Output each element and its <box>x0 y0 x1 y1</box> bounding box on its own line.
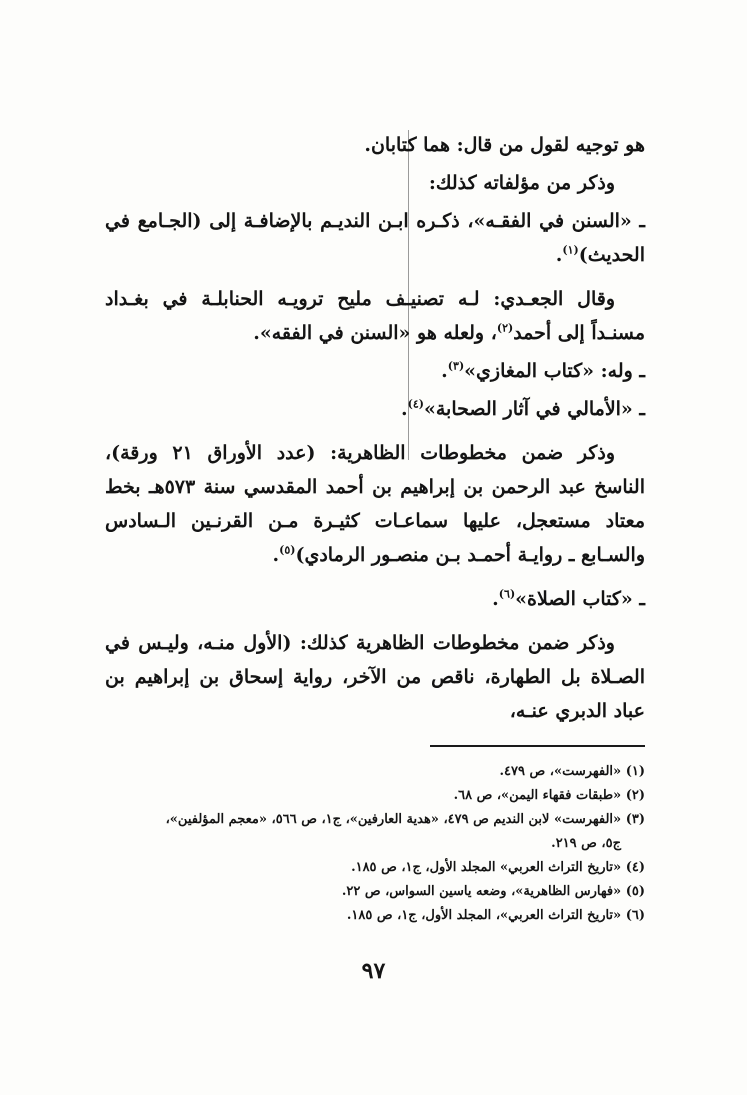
footnote-4: (٤) «تاريخ التراث العربي» المجلد الأول، ج١، ص ١٨٥. <box>351 860 645 875</box>
paragraph-7-text: وذكر ضمن مخطوطات الظاهرية: (عدد الأوراق ٢١ ورقة)، الناسخ عبد الرحمن بن إبراهيم بن أحمد المقدسي سنة ٥٧٣هـ بخط معتاد مستعجل، عليها سماعـات كثيـرة مـن القرنـين الـسادس والسـابع ـ روايـة أحمـد بـن منصـور الرمادي) <box>105 442 645 566</box>
paragraph-8: ـ «كتاب الصلاة»$^{(٦)}$. <box>492 587 645 610</box>
paragraph-4-text-b: ، ولعله هو «السنن في الفقه». <box>253 322 497 344</box>
paragraph-8-text: ـ «كتاب الصلاة» <box>515 588 645 610</box>
footnote-ref-5: (٥) <box>279 543 296 557</box>
footnotes <box>105 760 645 928</box>
paragraph-5: ـ وله: «كتاب المغازي»$^{(٣)}$. <box>441 359 645 382</box>
paragraph-2: وذكر من مؤلفاته كذلك: <box>428 172 615 194</box>
paragraph-1: هو توجيه لقول من قال: هما كتابان. <box>364 134 645 156</box>
footnote-6: (٦) «تاريخ التراث العربي»، المجلد الأول، ج١، ص ١٨٥. <box>346 908 645 923</box>
footnote-separator <box>430 745 645 747</box>
paragraph-9: وذكر ضمن مخطوطات الظاهرية كذلك: (الأول منـه، وليـس في الصـلاة بل الطهارة، ناقص من الآخر، رواية إسحاق بن إبراهيم بن عباد الدبري عنـه، <box>105 632 645 722</box>
footnote-1: (١) «الفهرست»، ص ٤٧٩. <box>499 764 645 779</box>
paragraph-3: ـ «السنن في الفقـه»، ذكـره ابـن النديـم بالإضافـة إلى (الجـامع في الحديث)$^{(١)}$. <box>105 210 645 266</box>
footnote-3-continued: ج٥، ص ٢١٩. <box>551 836 621 851</box>
paragraph-3-text: ـ «السنن في الفقـه»، ذكـره ابـن النديـم بالإضافـة إلى (الجـامع في الحديث) <box>105 210 645 266</box>
footnote-ref-3: (٣) <box>447 359 465 373</box>
paragraph-4 <box>105 282 645 350</box>
footnote-ref-6: (٦) <box>498 587 516 601</box>
paragraph-7: وذكر ضمن مخطوطات الظاهرية: (عدد الأوراق ٢١ ورقة)، الناسخ عبد الرحمن بن إبراهيم بن أحمد المقدسي سنة ٥٧٣هـ بخط معتاد مستعجل، عليها سماعـات كثيـرة مـن القرنـين الـسادس والسـابع ـ روايـة أحمـد بـن منصـور الرمادي)$^{(٥)}$. <box>105 442 645 566</box>
paragraph-6-text: ـ «الأمالي في آثار الصحابة» <box>423 398 645 420</box>
paragraph-6: ـ «الأمالي في آثار الصحابة»$^{(٤)}$. <box>401 397 645 420</box>
page-number: ٩٧ <box>361 958 386 984</box>
paragraph-4-text-a: وقال الجعـدي: لـه تصنيـف مليح ترويـه الحنابلـة في بغـداد مسنـداً إلى أحمد <box>105 288 645 344</box>
footnote-ref-2: (٢) <box>496 321 514 335</box>
footnote-ref-1: (١) <box>562 243 579 257</box>
footnote-ref-4: (٤) <box>407 397 424 411</box>
main-text <box>105 128 645 738</box>
footnote-2: (٢) «طبقات فقهاء اليمن»، ص ٦٨. <box>453 788 645 803</box>
paragraph-5-text: ـ وله: «كتاب المغازي» <box>464 360 645 382</box>
footnote-5: (٥) «فهارس الظاهرية»، وضعه ياسين السواس، ص ٢٢. <box>341 884 645 899</box>
footnote-3: (٣) «الفهرست» لابن النديم ص ٤٧٩، «هدية العارفين»، ج١، ص ٥٦٦، «معجم المؤلفين»، <box>165 812 645 827</box>
